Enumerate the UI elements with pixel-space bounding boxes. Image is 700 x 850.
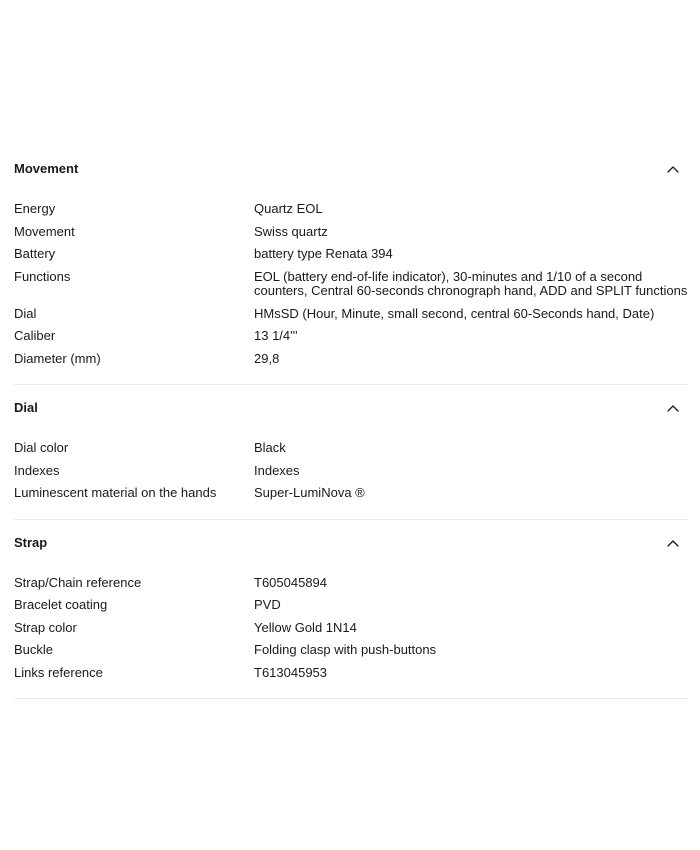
specifications-panel	[14, 152, 688, 699]
spec-value: Swiss quartz	[254, 223, 328, 239]
spec-value: Super-LumiNova ®	[254, 485, 365, 500]
section-movement-toggle[interactable]	[14, 152, 688, 186]
spec-value: T613045953	[254, 664, 328, 680]
spec-label: Movement	[14, 223, 75, 239]
spec-row-bracelet-coating	[14, 594, 688, 617]
spec-label: Diameter (mm)	[14, 350, 101, 366]
spec-value: 29,8	[254, 350, 280, 366]
spec-label: Strap color	[14, 619, 77, 635]
spec-label: Indexes	[14, 462, 60, 478]
spec-label: Dial	[14, 305, 37, 321]
spec-value: Yellow Gold 1N14	[254, 619, 357, 635]
spec-label: Buckle	[14, 642, 54, 657]
spec-label: Energy	[14, 201, 56, 216]
spec-value: PVD	[254, 597, 281, 612]
spec-row-battery	[14, 243, 688, 266]
spec-list	[14, 560, 688, 699]
spec-row-dial-color	[14, 437, 688, 460]
spec-value: Black	[254, 440, 286, 455]
spec-value: EOL (battery end-of-life indicator), 30-minutes and 1/10 of a second counters, Central 60-seconds chronograph hand, ADD and SPLIT functions	[254, 268, 688, 298]
section-movement	[14, 152, 688, 385]
section-title: Dial	[14, 400, 38, 415]
spec-row-buckle	[14, 639, 688, 662]
section-dial	[14, 391, 688, 520]
section-title: Strap	[14, 534, 48, 550]
spec-value: Indexes	[254, 462, 300, 478]
spec-row-luminescent	[14, 482, 688, 505]
spec-label: Dial color	[14, 440, 69, 455]
spec-label: Functions	[14, 268, 71, 284]
spec-value: battery type Renata 394	[254, 246, 393, 261]
chevron-up-icon[interactable]	[666, 401, 680, 415]
spec-value: Quartz EOL	[254, 201, 323, 216]
spec-row-links-reference	[14, 662, 688, 685]
spec-row-functions	[14, 266, 688, 303]
spec-row-diameter	[14, 348, 688, 371]
section-strap	[14, 526, 688, 700]
spec-row-strap-color	[14, 617, 688, 640]
spec-row-caliber	[14, 325, 688, 348]
spec-value: T605045894	[254, 574, 328, 590]
spec-row-indexes	[14, 460, 688, 483]
section-title: Movement	[14, 161, 79, 176]
spec-label: Strap/Chain reference	[14, 574, 142, 590]
spec-list	[14, 425, 688, 519]
section-strap-toggle[interactable]	[14, 526, 688, 560]
spec-label: Luminescent material on the hands	[14, 485, 217, 500]
spec-value: 13 1/4'''	[254, 328, 298, 343]
chevron-up-icon[interactable]	[666, 536, 680, 550]
spec-value: HMsSD (Hour, Minute, small second, central 60-Seconds hand, Date)	[254, 305, 655, 321]
section-dial-toggle[interactable]	[14, 391, 688, 425]
spec-label: Battery	[14, 246, 56, 261]
spec-value: Folding clasp with push-buttons	[254, 642, 437, 657]
spec-row-energy	[14, 198, 688, 221]
spec-row-dial	[14, 303, 688, 326]
spec-row-movement	[14, 221, 688, 244]
spec-label: Bracelet coating	[14, 597, 108, 612]
chevron-up-icon[interactable]	[666, 162, 680, 176]
spec-label: Caliber	[14, 328, 56, 343]
spec-list	[14, 186, 688, 384]
spec-label: Links reference	[14, 664, 103, 680]
spec-row-strap-reference	[14, 572, 688, 595]
